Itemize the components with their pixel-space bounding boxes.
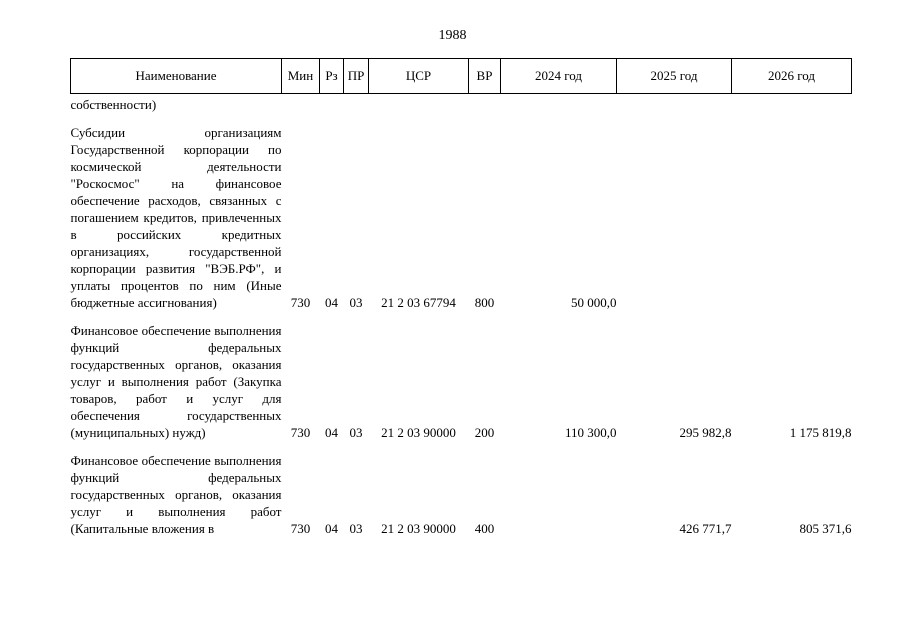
row-2025: 426 771,7 bbox=[679, 521, 732, 536]
header-rz: Рз bbox=[320, 59, 344, 94]
row-2026 bbox=[732, 94, 852, 114]
row-csr bbox=[369, 94, 469, 114]
header-csr: ЦСР bbox=[369, 59, 469, 94]
row-2025: 295 982,8 bbox=[679, 425, 732, 440]
row-pr: 03 bbox=[349, 295, 363, 310]
table-row bbox=[71, 94, 852, 114]
row-vr: 400 bbox=[474, 521, 495, 536]
header-vr: ВР bbox=[469, 59, 501, 94]
row-name: Финансовое обеспечение выполнения функций федеральных государственных органов, оказания услуг и выполнения работ (Капитальные вложения в bbox=[70, 453, 282, 536]
row-name: Субсидии организациям Государственной корпорации по космической деятельности "Роскосмос" на финансовое обеспечение расходов, связанных с погашением кредитов, привлеченных в российских кредитных организациях, государственной корпорации развития "ВЭБ.РФ", и уплаты процентов по ним (Иные бюджетные ассигнования) bbox=[70, 125, 282, 310]
row-rz: 04 bbox=[325, 295, 338, 310]
header-min: Мин bbox=[282, 59, 320, 94]
header-name: Наименование bbox=[71, 59, 282, 94]
table-header-row bbox=[71, 59, 852, 94]
row-2025 bbox=[617, 94, 732, 114]
row-2024 bbox=[501, 94, 617, 114]
row-2024 bbox=[501, 441, 617, 537]
row-csr: 21 2 03 90000 bbox=[381, 521, 456, 536]
row-name: собственности) bbox=[70, 97, 157, 112]
header-2026: 2026 год bbox=[732, 59, 852, 94]
table-row bbox=[71, 441, 852, 537]
row-csr: 21 2 03 67794 bbox=[381, 295, 456, 310]
row-min bbox=[282, 94, 320, 114]
row-2024: 110 300,0 bbox=[564, 425, 617, 440]
row-pr bbox=[344, 94, 369, 114]
row-vr bbox=[469, 94, 501, 114]
row-name: Финансовое обеспечение выполнения функций федеральных государственных органов, оказания услуг и выполнения работ (Закупка товаров, работ и услуг для обеспечения государственных (муниципальных) нужд) bbox=[70, 323, 282, 440]
row-min: 730 bbox=[290, 425, 311, 440]
page-number: 1988 bbox=[438, 28, 467, 43]
row-vr: 200 bbox=[474, 425, 495, 440]
row-2024: 50 000,0 bbox=[571, 295, 617, 310]
header-2025: 2025 год bbox=[617, 59, 732, 94]
header-pr: ПР bbox=[344, 59, 369, 94]
row-2026: 805 371,6 bbox=[799, 521, 852, 536]
table-row bbox=[71, 311, 852, 441]
row-vr: 800 bbox=[474, 295, 495, 310]
row-pr: 03 bbox=[349, 521, 363, 536]
row-rz: 04 bbox=[325, 521, 338, 536]
row-min: 730 bbox=[290, 295, 311, 310]
row-rz bbox=[320, 94, 344, 114]
budget-table bbox=[70, 58, 852, 537]
row-min: 730 bbox=[290, 521, 311, 536]
row-pr: 03 bbox=[349, 425, 363, 440]
header-2024: 2024 год bbox=[501, 59, 617, 94]
row-2026: 1 175 819,8 bbox=[789, 425, 852, 440]
row-rz: 04 bbox=[325, 425, 338, 440]
row-2026 bbox=[732, 113, 852, 311]
row-csr: 21 2 03 90000 bbox=[381, 425, 456, 440]
row-2025 bbox=[617, 113, 732, 311]
table-row bbox=[71, 113, 852, 311]
